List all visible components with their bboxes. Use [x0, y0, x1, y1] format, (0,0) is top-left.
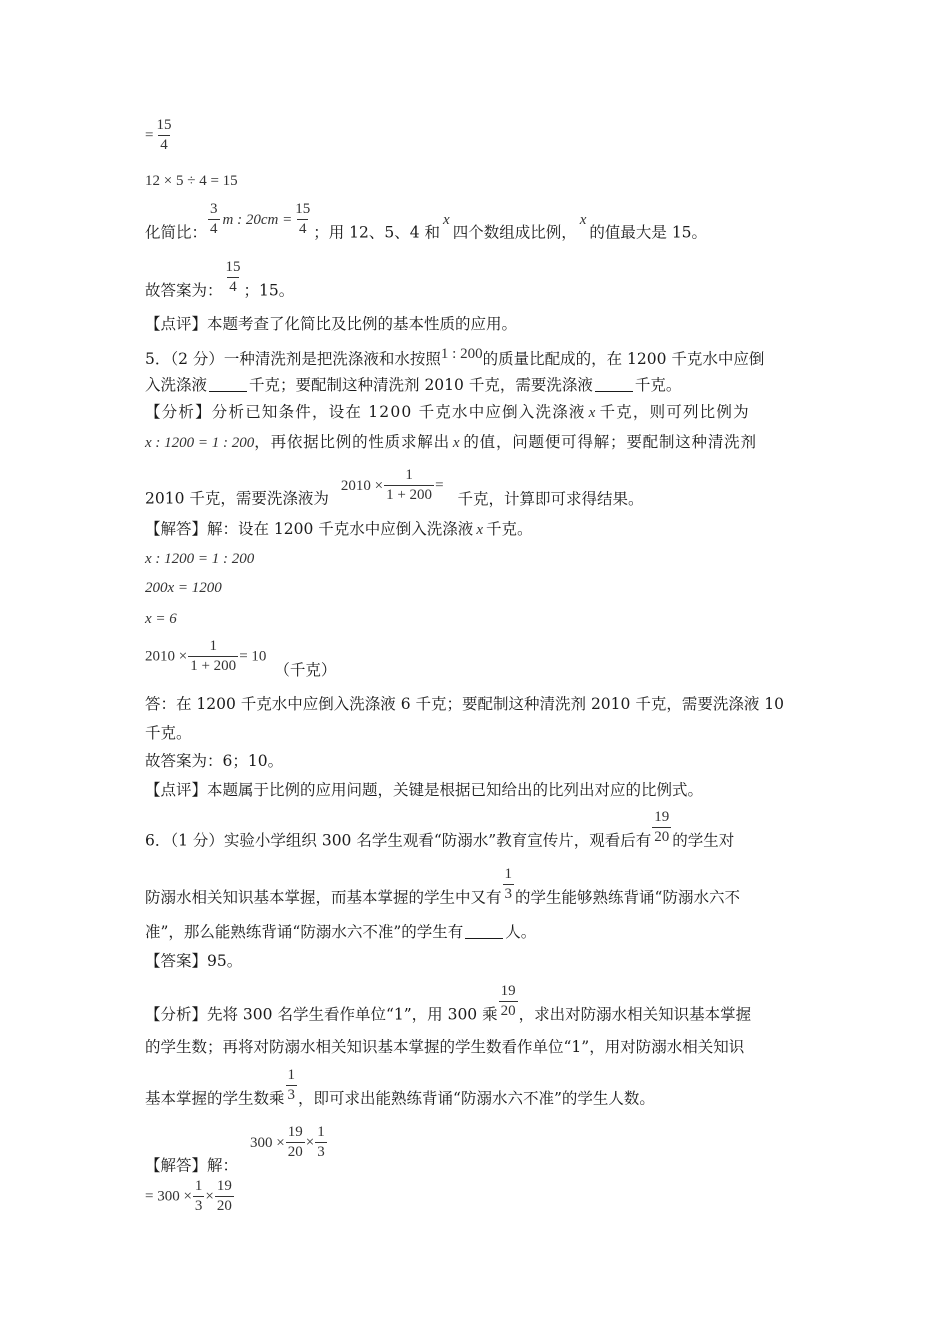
analysis-text [145, 982, 751, 1026]
fraction [384, 466, 434, 505]
text: 准”，那么能熟练背诵“防溺水六不准”的学生有 [145, 923, 464, 941]
answer-blank[interactable] [465, 923, 503, 939]
numerator: 15 [295, 201, 311, 217]
analysis-text [145, 431, 757, 454]
numerator: 1 [194, 1178, 203, 1194]
fraction [208, 200, 220, 239]
numerator: 1 [504, 866, 513, 882]
solution-step [145, 637, 336, 681]
math-text: = 300 × [145, 1188, 192, 1205]
text: 千克；要配制这种清洗剂 2010 千克，需要洗涤液 [249, 376, 593, 394]
analysis-text [145, 401, 750, 424]
text: 【解答】解： [145, 1156, 239, 1175]
denominator: 1 + 200 [190, 658, 237, 674]
text: ；用 12、5、4 和 [313, 223, 441, 242]
text-line [145, 200, 707, 244]
text: 的质量比配成的，在 1200 千克水中应倒 [482, 350, 765, 368]
equation-line [145, 116, 174, 155]
text: 入洗涤液 [145, 376, 208, 394]
text: 防溺水相关知识基本掌握，而基本掌握的学生中又有 [145, 888, 502, 907]
numerator: 1 [405, 467, 413, 483]
text: 千克，则可列比例为 [599, 403, 750, 421]
text: 2010 千克，需要洗涤液为 [145, 489, 329, 508]
fraction [503, 865, 515, 904]
fraction [286, 1066, 298, 1105]
answer-blank[interactable] [595, 376, 633, 392]
math-text: 300 × [250, 1134, 285, 1151]
text: 的学生能够熟练背诵“防溺水六不 [515, 888, 740, 907]
text: ，求出对防溺水相关知识基本掌握 [518, 1005, 752, 1024]
fraction [293, 200, 312, 239]
fraction [286, 1123, 305, 1162]
numerator: 1 [287, 1067, 296, 1083]
fraction [315, 1123, 327, 1162]
denominator: 20 [287, 1144, 303, 1160]
math-text: m : 20cm = [222, 211, 293, 228]
fraction [499, 982, 518, 1021]
denominator: 4 [229, 279, 237, 295]
denominator: 4 [160, 137, 168, 153]
numerator: 19 [500, 983, 516, 999]
final-answer: 故答案为：6；10。 [145, 752, 284, 770]
math-text: = [435, 477, 444, 494]
text-line [145, 374, 681, 396]
numerator: 19 [654, 809, 670, 825]
text: 千克。 [485, 520, 533, 538]
answer-text: 答：在 1200 千克水中应倒入洗涤液 6 千克；要配制这种清洗剂 2010 千克，需要洗涤液 10 [145, 695, 784, 713]
fraction [224, 258, 243, 297]
text: 的学生对 [672, 831, 735, 850]
ratio: 1 : 200 [440, 346, 483, 362]
numerator: 1 [317, 1124, 325, 1140]
text-line [145, 258, 294, 302]
denominator: 1 + 200 [386, 487, 433, 503]
denominator: 3 [194, 1198, 203, 1214]
review-text: 【点评】本题考查了化简比及比例的基本性质的应用。 [145, 315, 518, 333]
answer-text: 千克。 [145, 724, 192, 742]
text: ，再依据比例的性质求解出 [254, 433, 450, 451]
variable-x: x [443, 211, 450, 228]
text-line [145, 865, 740, 909]
question-6-title [145, 808, 734, 852]
denominator: 20 [500, 1003, 516, 1019]
text: 【分析】先将 300 名学生看作单位“1”，用 300 乘 [145, 1005, 498, 1024]
text: 四个数组成比例， [452, 223, 577, 242]
text: 5．（2 分）一种清洗剂是把洗涤液和水按照 [145, 350, 441, 368]
math-text: = [145, 127, 154, 144]
denominator: 3 [317, 1144, 325, 1160]
variable-x: x [579, 211, 587, 228]
denominator: 4 [298, 221, 307, 237]
numerator: 15 [156, 117, 172, 133]
fraction [652, 808, 671, 847]
analysis-text [145, 466, 644, 510]
math-text: 12 × 5 ÷ 4 = 15 [145, 173, 238, 189]
math-text: × [205, 1188, 214, 1205]
text: 【分析】分析已知条件，设在 1200 千克水中应倒入洗涤液 [145, 403, 586, 421]
solution-step: 200x = 1200 [145, 580, 222, 596]
numerator: 3 [210, 201, 218, 217]
text: 化简比： [145, 223, 208, 242]
unit-text: （千克） [274, 660, 337, 679]
denominator: 20 [216, 1198, 232, 1214]
text-line [145, 921, 536, 943]
text: 的值，问题便可得解；要配制这种清洗剂 [463, 433, 757, 451]
fraction [215, 1177, 234, 1216]
denominator: 3 [504, 886, 513, 902]
math-text: 2010 × [340, 477, 384, 494]
text: 人。 [505, 923, 537, 941]
numerator: 15 [225, 259, 241, 275]
denominator: 3 [287, 1087, 296, 1103]
solution-text [145, 1123, 328, 1177]
solution-text [145, 518, 533, 541]
fraction [154, 116, 173, 155]
text: 6．（1 分）实验小学组织 300 名学生观看“防溺水”教育宣传片，观看后有 [145, 831, 652, 850]
question-5-title [145, 343, 764, 370]
text: ，即可求出能熟练背诵“防溺水六不准”的学生人数。 [298, 1089, 655, 1108]
math-text: 2010 × [145, 648, 188, 665]
text: 千克，计算即可求得结果。 [457, 489, 644, 508]
math-text: = 10 [239, 648, 267, 665]
equation: x : 1200 = 1 : 200 [145, 435, 255, 451]
text: 故答案为： [145, 281, 223, 300]
denominator: 4 [210, 221, 218, 237]
answer-blank[interactable] [209, 376, 247, 392]
text: 的值最大是 15。 [589, 223, 708, 242]
solution-step: x = 6 [145, 611, 177, 627]
equation-line [145, 169, 238, 192]
numerator: 1 [209, 638, 217, 654]
numerator: 19 [287, 1124, 303, 1140]
text: 【解答】解：设在 1200 千克水中应倒入洗涤液 [145, 520, 474, 538]
fraction [193, 1177, 205, 1216]
answer-text: 【答案】95。 [145, 952, 243, 970]
solution-step: x : 1200 = 1 : 200 [145, 551, 255, 567]
text: 基本掌握的学生数乘 [145, 1089, 285, 1108]
variable-x: x [588, 405, 597, 421]
variable-x: x [476, 522, 483, 538]
variable-x: x [452, 435, 461, 451]
text: 千克。 [634, 376, 682, 394]
math-text: × [305, 1134, 315, 1151]
numerator: 19 [216, 1178, 232, 1194]
text: ；15。 [243, 281, 295, 300]
fraction [188, 637, 238, 676]
solution-step [145, 1177, 235, 1216]
review-text: 【点评】本题属于比例的应用问题，关键是根据已知给出的比列出对应的比例式。 [145, 781, 704, 799]
analysis-text: 的学生数；再将对防溺水相关知识基本掌握的学生数看作单位“1”，用对防溺水相关知识 [145, 1038, 745, 1056]
denominator: 20 [654, 829, 670, 845]
analysis-text [145, 1066, 655, 1110]
